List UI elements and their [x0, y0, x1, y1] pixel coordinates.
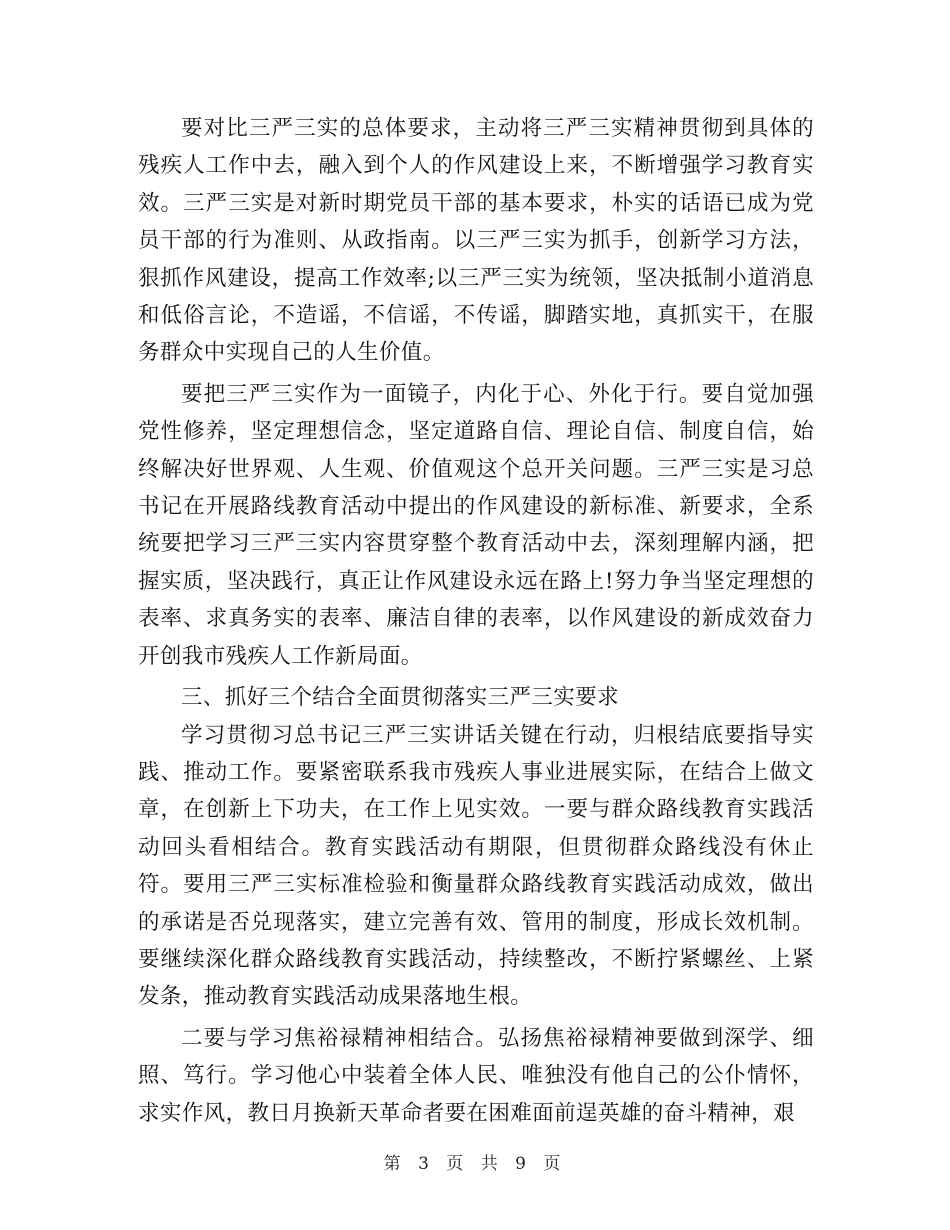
document-body	[138, 110, 814, 1132]
paragraph-1: 要对比三严三实的总体要求，主动将三严三实精神贯彻到具体的残疾人工作中去，融入到个人的作风建设上来，不断增强学习教育实效。三严三实是对新时期党员干部的基本要求，朴实的话语已成为党员干部的行为准则、从政指南。以三严三实为抓手，创新学习方法，狠抓作风建设，提高工作效率;以三严三实为统领，坚决抵制小道消息和低俗言论，不造谣，不信谣，不传谣，脚踏实地，真抓实干，在服务群众中实现自己的人生价值。	[138, 116, 814, 366]
paragraph-2: 要把三严三实作为一面镜子，内化于心、外化于行。要自觉加强党性修养，坚定理想信念，坚定道路自信、理论自信、制度自信，始终解决好世界观、人生观、价值观这个总开关问题。三严三实是习总书记在开展路线教育活动中提出的作风建设的新标准、新要求，全系统要把学习三严三实内容贯穿整个教育活动中去，深刻理解内涵，把握实质，坚决践行，真正让作风建设永远在路上!努力争当坚定理想的表率、求真务实的表率、廉洁自律的表率，以作风建设的新成效奋力开创我市残疾人工作新局面。	[138, 381, 814, 669]
paragraph-4: 二要与学习焦裕禄精神相结合。弘扬焦裕禄精神要做到深学、细照、笃行。学习他心中装着全体人民、唯独没有他自己的公仆情怀，求实作风，教日月换新天革命者要在困难面前逞英雄的奋斗精神，艰	[138, 1025, 814, 1126]
paragraph-3: 学习贯彻习总书记三严三实讲话关键在行动，归根结底要指导实践、推动工作。要紧密联系我市残疾人事业进展实际，在结合上做文章，在创新上下功夫，在工作上见实效。一要与群众路线教育实践活动回头看相结合。教育实践活动有期限，但贯彻群众路线没有休止符。要用三严三实标准检验和衡量群众路线教育实践活动成效，做出的承诺是否兑现落实，建立完善有效、管用的制度，形成长效机制。要继续深化群众路线教育实践活动，持续整改，不断拧紧螺丝、上紧发条，推动教育实践活动成果落地生根。	[138, 722, 814, 1010]
section-heading: 三、抓好三个结合全面贯彻落实三严三实要求	[181, 685, 620, 711]
page-number-footer: 第 3 页 共 9 页	[383, 1154, 567, 1174]
